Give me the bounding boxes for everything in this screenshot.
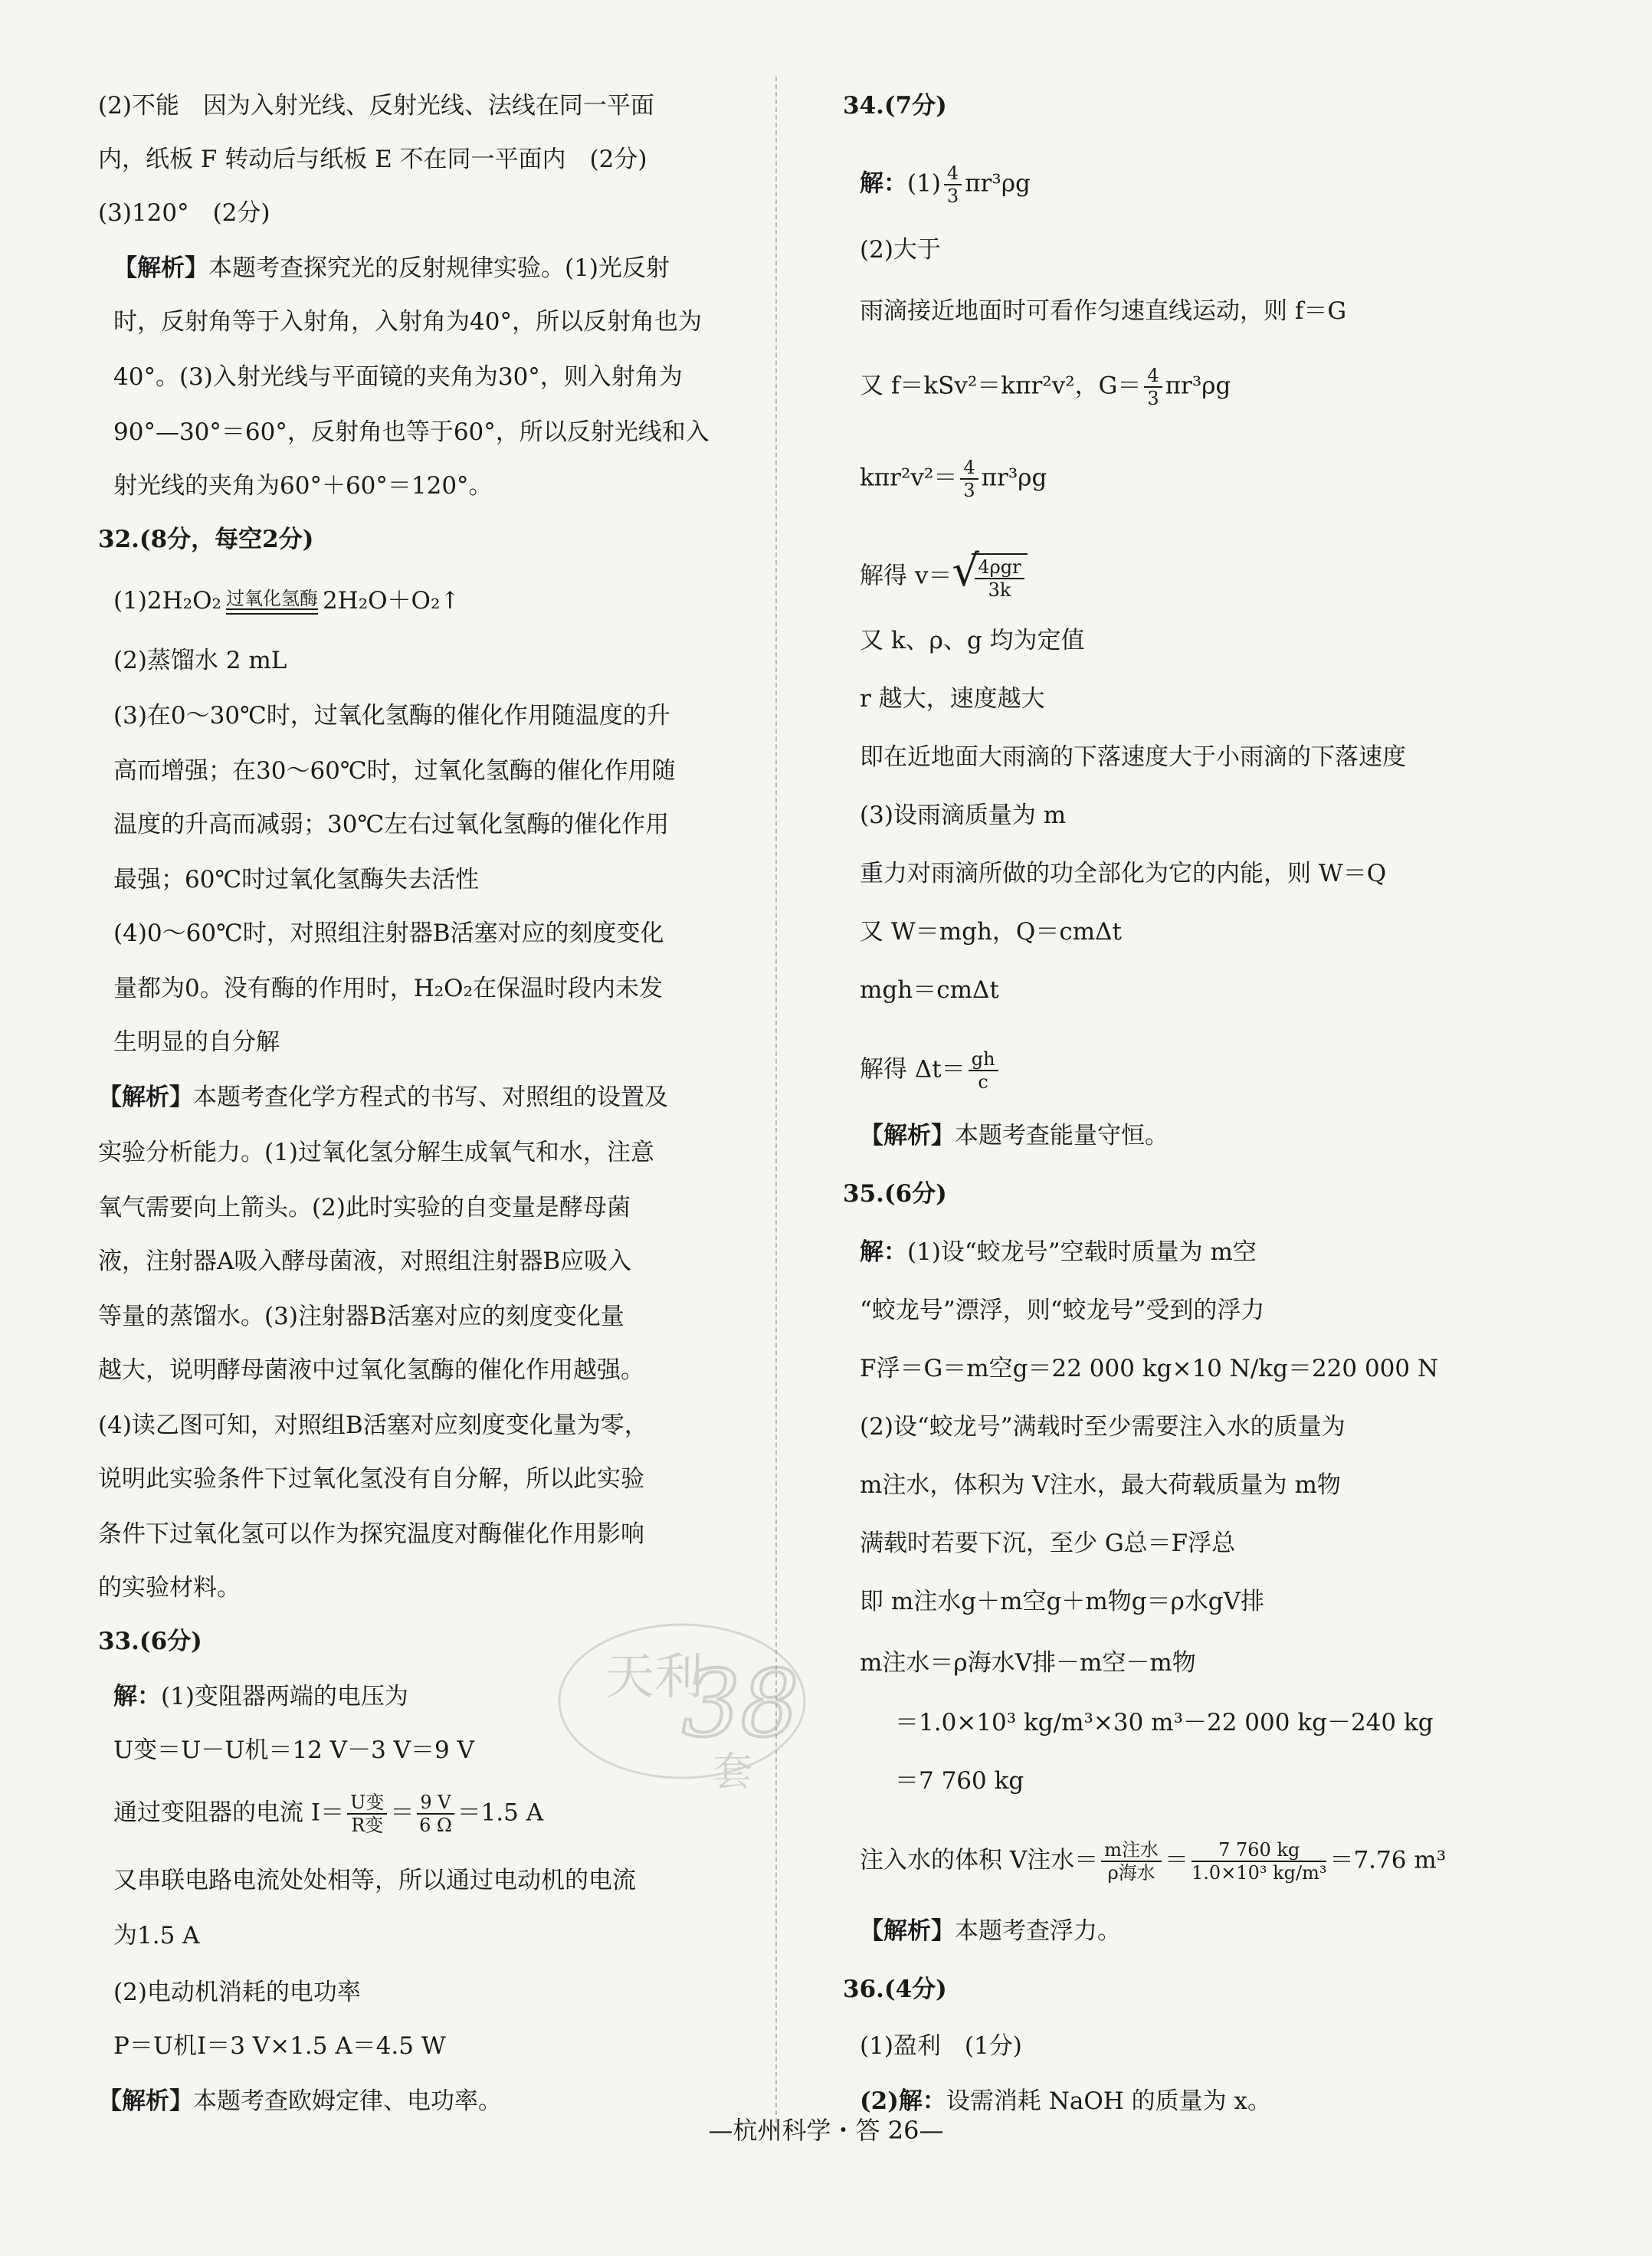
fraction-numerator: U变 xyxy=(347,1792,387,1815)
watermark-text: 天利 xyxy=(605,1649,703,1706)
text-line: r 越大，速度越大 xyxy=(860,685,1045,713)
text-line: 最强；60℃时过氧化氢酶失去活性 xyxy=(113,866,480,894)
formula-line: ＝1.0×10³ kg/m³×30 m³－22 000 kg－240 kg xyxy=(895,1709,1434,1736)
formula-prefix: 通过变阻器的电流 I＝ xyxy=(113,1799,345,1827)
formula-suffix: πr³ρg xyxy=(981,464,1047,492)
text-line: (4)0～60℃时，对照组注射器B活塞对应的刻度变化 xyxy=(113,920,664,947)
analysis-text: 本题考查能量守恒。 xyxy=(955,1122,1169,1149)
text-line: (3)在0～30℃时，过氧化氢酶的催化作用随温度的升 xyxy=(113,702,670,730)
fraction-denominator: 3 xyxy=(963,480,975,501)
fraction-denominator: 1.0×10³ kg/m³ xyxy=(1191,1862,1327,1884)
svg-text:38: 38 xyxy=(682,1651,799,1758)
fraction xyxy=(347,1792,387,1836)
formula-line xyxy=(860,1839,1446,1884)
solution-text: (1)设“蛟龙号”空载时质量为 m空 xyxy=(907,1238,1257,1266)
fraction xyxy=(960,457,978,501)
formula-line xyxy=(860,457,1047,501)
formula-line: mgh＝cmΔt xyxy=(860,976,999,1004)
analysis-tag: 【解析】 xyxy=(98,2087,193,2115)
text-line: “蛟龙号”漂浮，则“蛟龙号”受到的浮力 xyxy=(860,1297,1265,1324)
analysis-line xyxy=(860,1916,1121,1946)
formula-line xyxy=(860,1048,1001,1093)
formula-suffix: ＝1.5 A xyxy=(457,1799,544,1827)
formula-prefix: kπr²v²＝ xyxy=(860,464,958,492)
question-33-header: 33.(6分) xyxy=(98,1628,202,1655)
text-line: 重力对雨滴所做的功全部化为它的内能，则 W＝Q xyxy=(860,860,1387,887)
analysis-line xyxy=(98,1082,668,1113)
analysis-tag: 【解析】 xyxy=(113,254,208,282)
fraction xyxy=(417,1792,454,1836)
formula-line: m注水＝ρ海水V排－m空－m物 xyxy=(860,1649,1196,1677)
text-line: 40°。(3)入射光线与平面镜的夹角为30°，则入射角为 xyxy=(113,363,683,391)
text-line: 射光线的夹角为60°＋60°＝120°。 xyxy=(113,472,493,500)
right-column xyxy=(805,0,1652,2256)
text-line: 内，纸板 F 转动后与纸板 E 不在同一平面内 (2分) xyxy=(98,146,647,173)
fraction-denominator: c xyxy=(978,1071,988,1093)
text-line: 为1.5 A xyxy=(113,1922,200,1949)
solution-line xyxy=(860,162,1031,207)
solution-label: 解： xyxy=(860,1238,907,1266)
formula-line: 即 m注水g＋m空g＋m物g＝ρ水gV排 xyxy=(860,1588,1265,1615)
fraction xyxy=(975,556,1024,601)
svg-text:套: 套 xyxy=(713,1749,753,1795)
column-divider xyxy=(775,77,777,2130)
question-34-header: 34.(7分) xyxy=(843,92,947,120)
formula-line: ＝7 760 kg xyxy=(895,1767,1024,1795)
solution-line xyxy=(113,1681,408,1712)
analysis-text: 本题考查欧姆定律、电功率。 xyxy=(193,2087,502,2115)
page-footer: —杭州科学・答 26— xyxy=(708,2116,944,2145)
equation-reactant: (1)2H₂O₂ xyxy=(113,587,221,615)
fraction xyxy=(1101,1839,1162,1884)
question-32-header: 32.(8分，每空2分) xyxy=(98,526,314,553)
fraction-numerator: gh xyxy=(969,1048,998,1071)
formula-line: 又 W＝mgh，Q＝cmΔt xyxy=(860,918,1122,946)
formula-line xyxy=(113,1792,543,1836)
text-line: 氧气需要向上箭头。(2)此时实验的自变量是酵母菌 xyxy=(98,1194,631,1221)
text-line: (2)设“蛟龙号”满载时至少需要注入水的质量为 xyxy=(860,1413,1346,1441)
text-line: 又 k、ρ、g 均为定值 xyxy=(860,627,1085,654)
formula-prefix: 注入水的体积 V注水＝ xyxy=(860,1846,1099,1874)
text-line: 实验分析能力。(1)过氧化氢分解生成氧气和水，注意 xyxy=(98,1139,654,1166)
analysis-text: 本题考查化学方程式的书写、对照组的设置及 xyxy=(193,1084,668,1111)
text-line: (3)设雨滴质量为 m xyxy=(860,802,1067,829)
formula-line: F浮＝G＝m空g＝22 000 kg×10 N/kg＝220 000 N xyxy=(860,1355,1439,1382)
fraction-numerator: m注水 xyxy=(1101,1839,1162,1862)
formula-suffix: πr³ρg xyxy=(965,169,1031,198)
square-root xyxy=(952,553,1027,601)
text-line: (2)不能 因为入射光线、反射光线、法线在同一平面 xyxy=(98,92,654,120)
left-column xyxy=(0,0,774,2256)
formula-equals: ＝ xyxy=(1165,1846,1189,1874)
formula-prefix: 解得 v＝ xyxy=(860,562,952,590)
fraction xyxy=(969,1048,998,1093)
analysis-tag: 【解析】 xyxy=(98,1084,193,1111)
solution-label: 解： xyxy=(113,1683,161,1710)
fraction-denominator: 3 xyxy=(1147,388,1159,409)
solution-text: (1)变阻器两端的电压为 xyxy=(161,1683,408,1710)
text-line: 满载时若要下沉，至少 G总＝F浮总 xyxy=(860,1530,1236,1557)
fraction xyxy=(944,162,962,207)
solution-line xyxy=(860,1237,1257,1267)
text-line: 温度的升高而减弱；30℃左右过氧化氢酶的催化作用 xyxy=(113,811,670,838)
solution-text: 设需消耗 NaOH 的质量为 x。 xyxy=(946,2087,1272,2115)
text-line: 量都为0。没有酶的作用时，H₂O₂在保温时段内未发 xyxy=(113,975,664,1002)
question-35-header: 35.(6分) xyxy=(843,1180,947,1208)
analysis-line xyxy=(113,253,670,284)
text-line: 时，反射角等于入射角，入射角为40°，所以反射角也为 xyxy=(113,308,702,336)
formula-prefix: (1) xyxy=(907,169,941,198)
formula-suffix: ＝7.76 m³ xyxy=(1329,1846,1447,1874)
text-line: m注水，体积为 V注水，最大荷载质量为 m物 xyxy=(860,1471,1341,1499)
text-line: (2)蒸馏水 2 mL xyxy=(113,647,287,674)
reaction-condition xyxy=(225,587,318,615)
text-line: 等量的蒸馏水。(3)注射器B活塞对应的刻度变化量 xyxy=(98,1303,624,1330)
catalyst-label: 过氧化氢酶 xyxy=(225,587,318,609)
question-36-header: 36.(4分) xyxy=(843,1976,947,2003)
fraction-numerator: 4 xyxy=(1144,365,1162,388)
fraction-numerator: √ 4ρgr xyxy=(975,556,1024,579)
formula-suffix: πr³ρg xyxy=(1165,372,1231,400)
fraction-numerator: 7 760 kg xyxy=(1191,1839,1326,1862)
formula-line xyxy=(860,365,1231,409)
text-line: (1)盈利 (1分) xyxy=(860,2032,1022,2060)
text-line: (3)120° (2分) xyxy=(98,199,270,227)
text-line: 的实验材料。 xyxy=(98,1574,241,1602)
solution-label: 解： xyxy=(860,169,907,198)
formula-line: U变＝U－U机＝12 V－3 V＝9 V xyxy=(113,1736,474,1764)
formula-line: P＝U机I＝3 V×1.5 A＝4.5 W xyxy=(113,2032,446,2060)
text-line: (2)电动机消耗的电功率 xyxy=(113,1979,361,2006)
fraction-numerator: 9 V xyxy=(417,1792,454,1815)
text-line: 越大，说明酵母菌液中过氧化氢酶的催化作用越强。 xyxy=(98,1356,644,1384)
fraction-numerator: 4 xyxy=(944,162,962,185)
fraction-denominator: R变 xyxy=(351,1815,384,1836)
formula-prefix: 解得 Δt＝ xyxy=(860,1055,965,1084)
analysis-tag: 【解析】 xyxy=(860,1122,955,1149)
text-line: 说明此实验条件下过氧化氢没有自分解，所以此实验 xyxy=(98,1465,644,1493)
fraction-denominator: 3 xyxy=(946,185,959,207)
formula-line xyxy=(860,553,1028,601)
fraction-denominator: 3k xyxy=(988,579,1011,601)
analysis-line xyxy=(860,1120,1169,1151)
text-line: 生明显的自分解 xyxy=(113,1028,280,1056)
formula-equals: ＝ xyxy=(390,1799,415,1827)
fraction-denominator: 6 Ω xyxy=(419,1815,452,1836)
analysis-text: 本题考查浮力。 xyxy=(955,1917,1121,1945)
fraction-denominator: ρ海水 xyxy=(1107,1862,1155,1884)
text-line: 条件下过氧化氢可以作为探究温度对酶催化作用影响 xyxy=(98,1520,644,1548)
formula-prefix: 又 f＝kSv²＝kπr²v²，G＝ xyxy=(860,372,1142,400)
solution-line xyxy=(860,2086,1271,2117)
text-line: 又串联电路电流处处相等，所以通过电动机的电流 xyxy=(113,1867,636,1894)
equation-product: 2H₂O＋O₂↑ xyxy=(322,587,461,615)
analysis-line xyxy=(98,2086,502,2117)
text-line: 90°—30°＝60°，反射角也等于60°，所以反射光线和入 xyxy=(113,418,710,446)
text-line: 雨滴接近地面时可看作匀速直线运动，则 f＝G xyxy=(860,297,1347,325)
text-line: 液，注射器A吸入酵母菌液，对照组注射器B应吸入 xyxy=(98,1248,632,1275)
text-line: 即在近地面大雨滴的下落速度大于小雨滴的下落速度 xyxy=(860,743,1406,771)
text-line: (2)大于 xyxy=(860,236,941,264)
analysis-tag: 【解析】 xyxy=(860,1917,955,1945)
text-line: 高而增强；在30～60℃时，过氧化氢酶的催化作用随 xyxy=(113,757,676,785)
fraction-numerator: 4 xyxy=(960,457,978,480)
analysis-text: 本题考查探究光的反射规律实验。(1)光反射 xyxy=(208,254,670,282)
chemical-equation xyxy=(113,585,460,616)
solution-label: (2)解： xyxy=(860,2087,946,2115)
fraction xyxy=(1191,1839,1326,1884)
text-line: (4)读乙图可知，对照组B活塞对应刻度变化量为零， xyxy=(98,1412,648,1439)
fraction xyxy=(1144,365,1162,409)
